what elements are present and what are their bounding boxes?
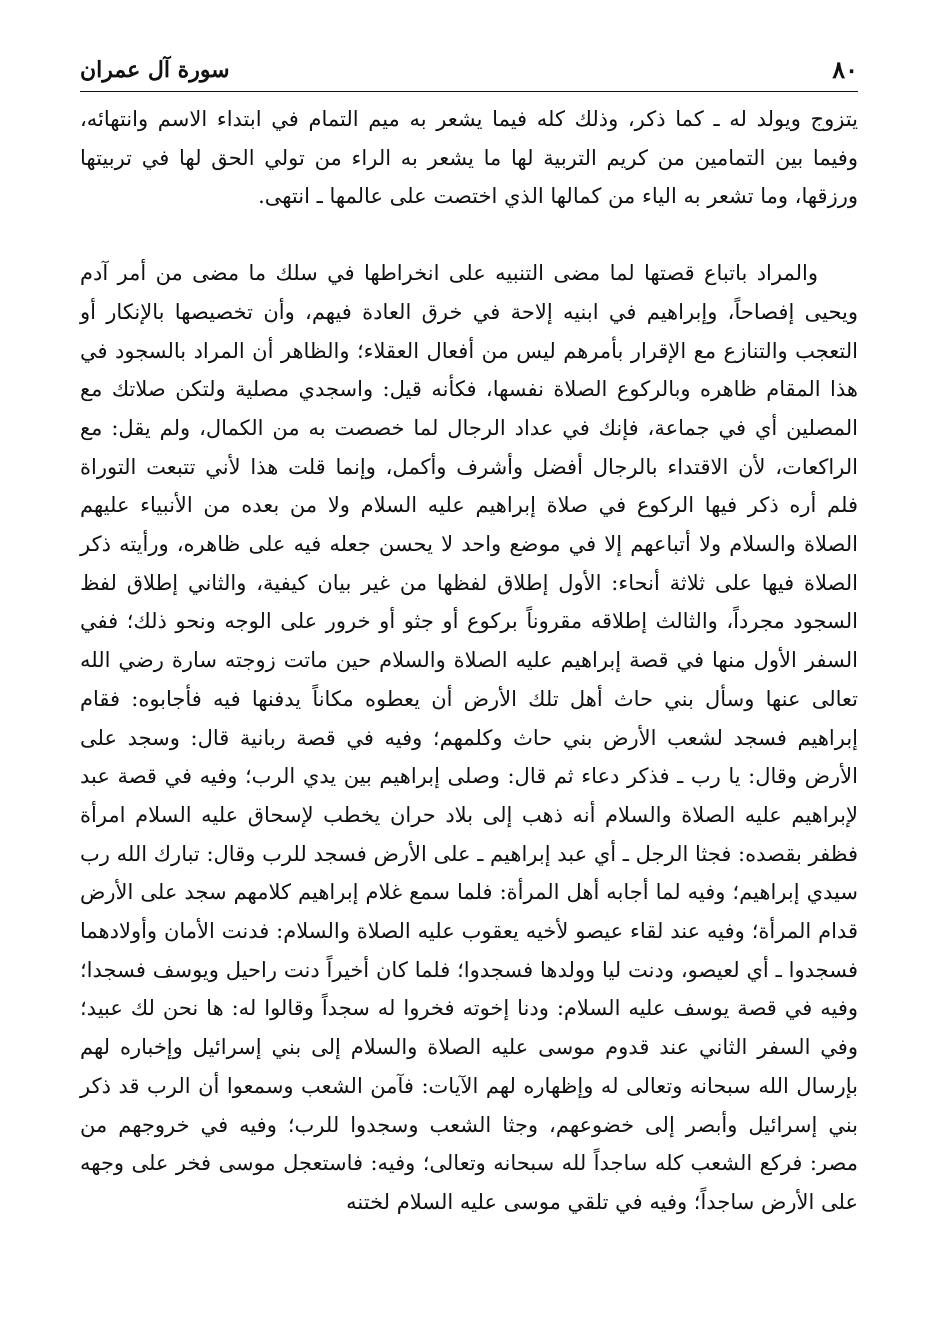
page-number: ٨٠	[832, 55, 858, 84]
header-divider	[80, 91, 858, 92]
surah-title: سورة آل عمران	[80, 57, 230, 83]
paragraph-1: يتزوج ويولد له ـ كما ذكر، وذلك كله فيما يشعر به ميم التمام في ابتداء الاسم وانتهائه، وفيما بين التمامين من كريم التربية لها ما يشعر به الراء من تولي الحق لها في تربيتها ورزقها، وما تشعر به الياء من كمالها الذي اختصت على عالمها ـ انتهى.	[80, 107, 858, 209]
body-text	[80, 100, 858, 1222]
running-header	[80, 54, 858, 90]
paragraph-2: والمراد باتباع قصتها لما مضى التنبيه على انخراطها في سلك ما مضى من أمر آدم ويحيى إفصاحاً، وإبراهيم في ابنيه إلاحة في خرق العادة فيهم، وأن تخصيصها بالإنكار أو التعجب والتنازع مع الإقرار بأمرهم ليس من أفعال العقلاء؛ والظاهر أن المراد بالسجود في هذا المقام ظاهره وبالركوع الصلاة نفسها، فكأنه قيل: واسجدي مصلية ولتكن صلاتك مع المصلين أي في جماعة، فإنك في عداد الرجال لما خصصت به من الكمال، ولم يقل: مع الراكعات، لأن الاقتداء بالرجال أفضل وأشرف وأكمل، وإنما قلت هذا لأني تتبعت التوراة فلم أره ذكر فيها الركوع في صلاة إبراهيم عليه السلام ولا من بعده من الأنبياء عليهم الصلاة والسلام ولا أتباعهم إلا في موضع واحد لا يحسن جعله فيه على ظاهره، ورأيته ذكر الصلاة فيها على ثلاثة أنحاء: الأول إطلاق لفظها من غير بيان كيفية، والثاني إطلاق لفظ السجود مجرداً، والثالث إطلاقه مقروناً بركوع أو جثو أو خرور على الوجه ونحو ذلك؛ ففي السفر الأول منها في قصة إبراهيم عليه الصلاة والسلام حين ماتت زوجته سارة رضي الله تعالى عنها وسأل بني حاث أهل تلك الأرض أن يعطوه مكاناً يدفنها فيه فأجابوه: فقام إبراهيم فسجد لشعب الأرض بني حاث وكلمهم؛ وفيه في قصة ربانية قال: وسجد على الأرض وقال: يا رب ـ فذكر دعاء ثم قال: وصلى إبراهيم بين يدي الرب؛ وفيه في قصة عبد لإبراهيم عليه الصلاة والسلام أنه ذهب إلى بلاد حران يخطب لإسحاق عليه السلام امرأة فظفر بقصده: فجثا الرجل ـ أي عبد إبراهيم ـ على الأرض فسجد للرب وقال: تبارك الله رب سيدي إبراهيم؛ وفيه لما أجابه أهل المرأة: فلما سمع غلام إبراهيم كلامهم سجد على الأرض قدام المرأة؛ وفيه عند لقاء عيصو لأخيه يعقوب عليه الصلاة والسلام: فدنت الأمان وأولادهما فسجدوا ـ أي لعيصو، ودنت ليا وولدها فسجدوا؛ فلما كان أخيراً دنت راحيل ويوسف فسجدا؛ وفيه في قصة يوسف عليه السلام: ودنا إخوته فخروا له سجداً وقالوا له: ها نحن لك عبيد؛ وفي السفر الثاني عند قدوم موسى عليه الصلاة والسلام إلى بني إسرائيل وإخباره لهم بإرسال الله سبحانه وتعالى له وإظهاره لهم الآيات: فآمن الشعب وسمعوا أن الرب قد ذكر بني إسرائيل وأبصر إلى خضوعهم، وجثا الشعب وسجدوا للرب؛ وفيه في خروجهم من مصر: فركع الشعب كله ساجداً لله سبحانه وتعالى؛ وفيه: فاستعجل موسى فخر على وجهه على الأرض ساجداً؛ وفيه في تلقي موسى عليه السلام لختنه	[80, 261, 858, 1214]
